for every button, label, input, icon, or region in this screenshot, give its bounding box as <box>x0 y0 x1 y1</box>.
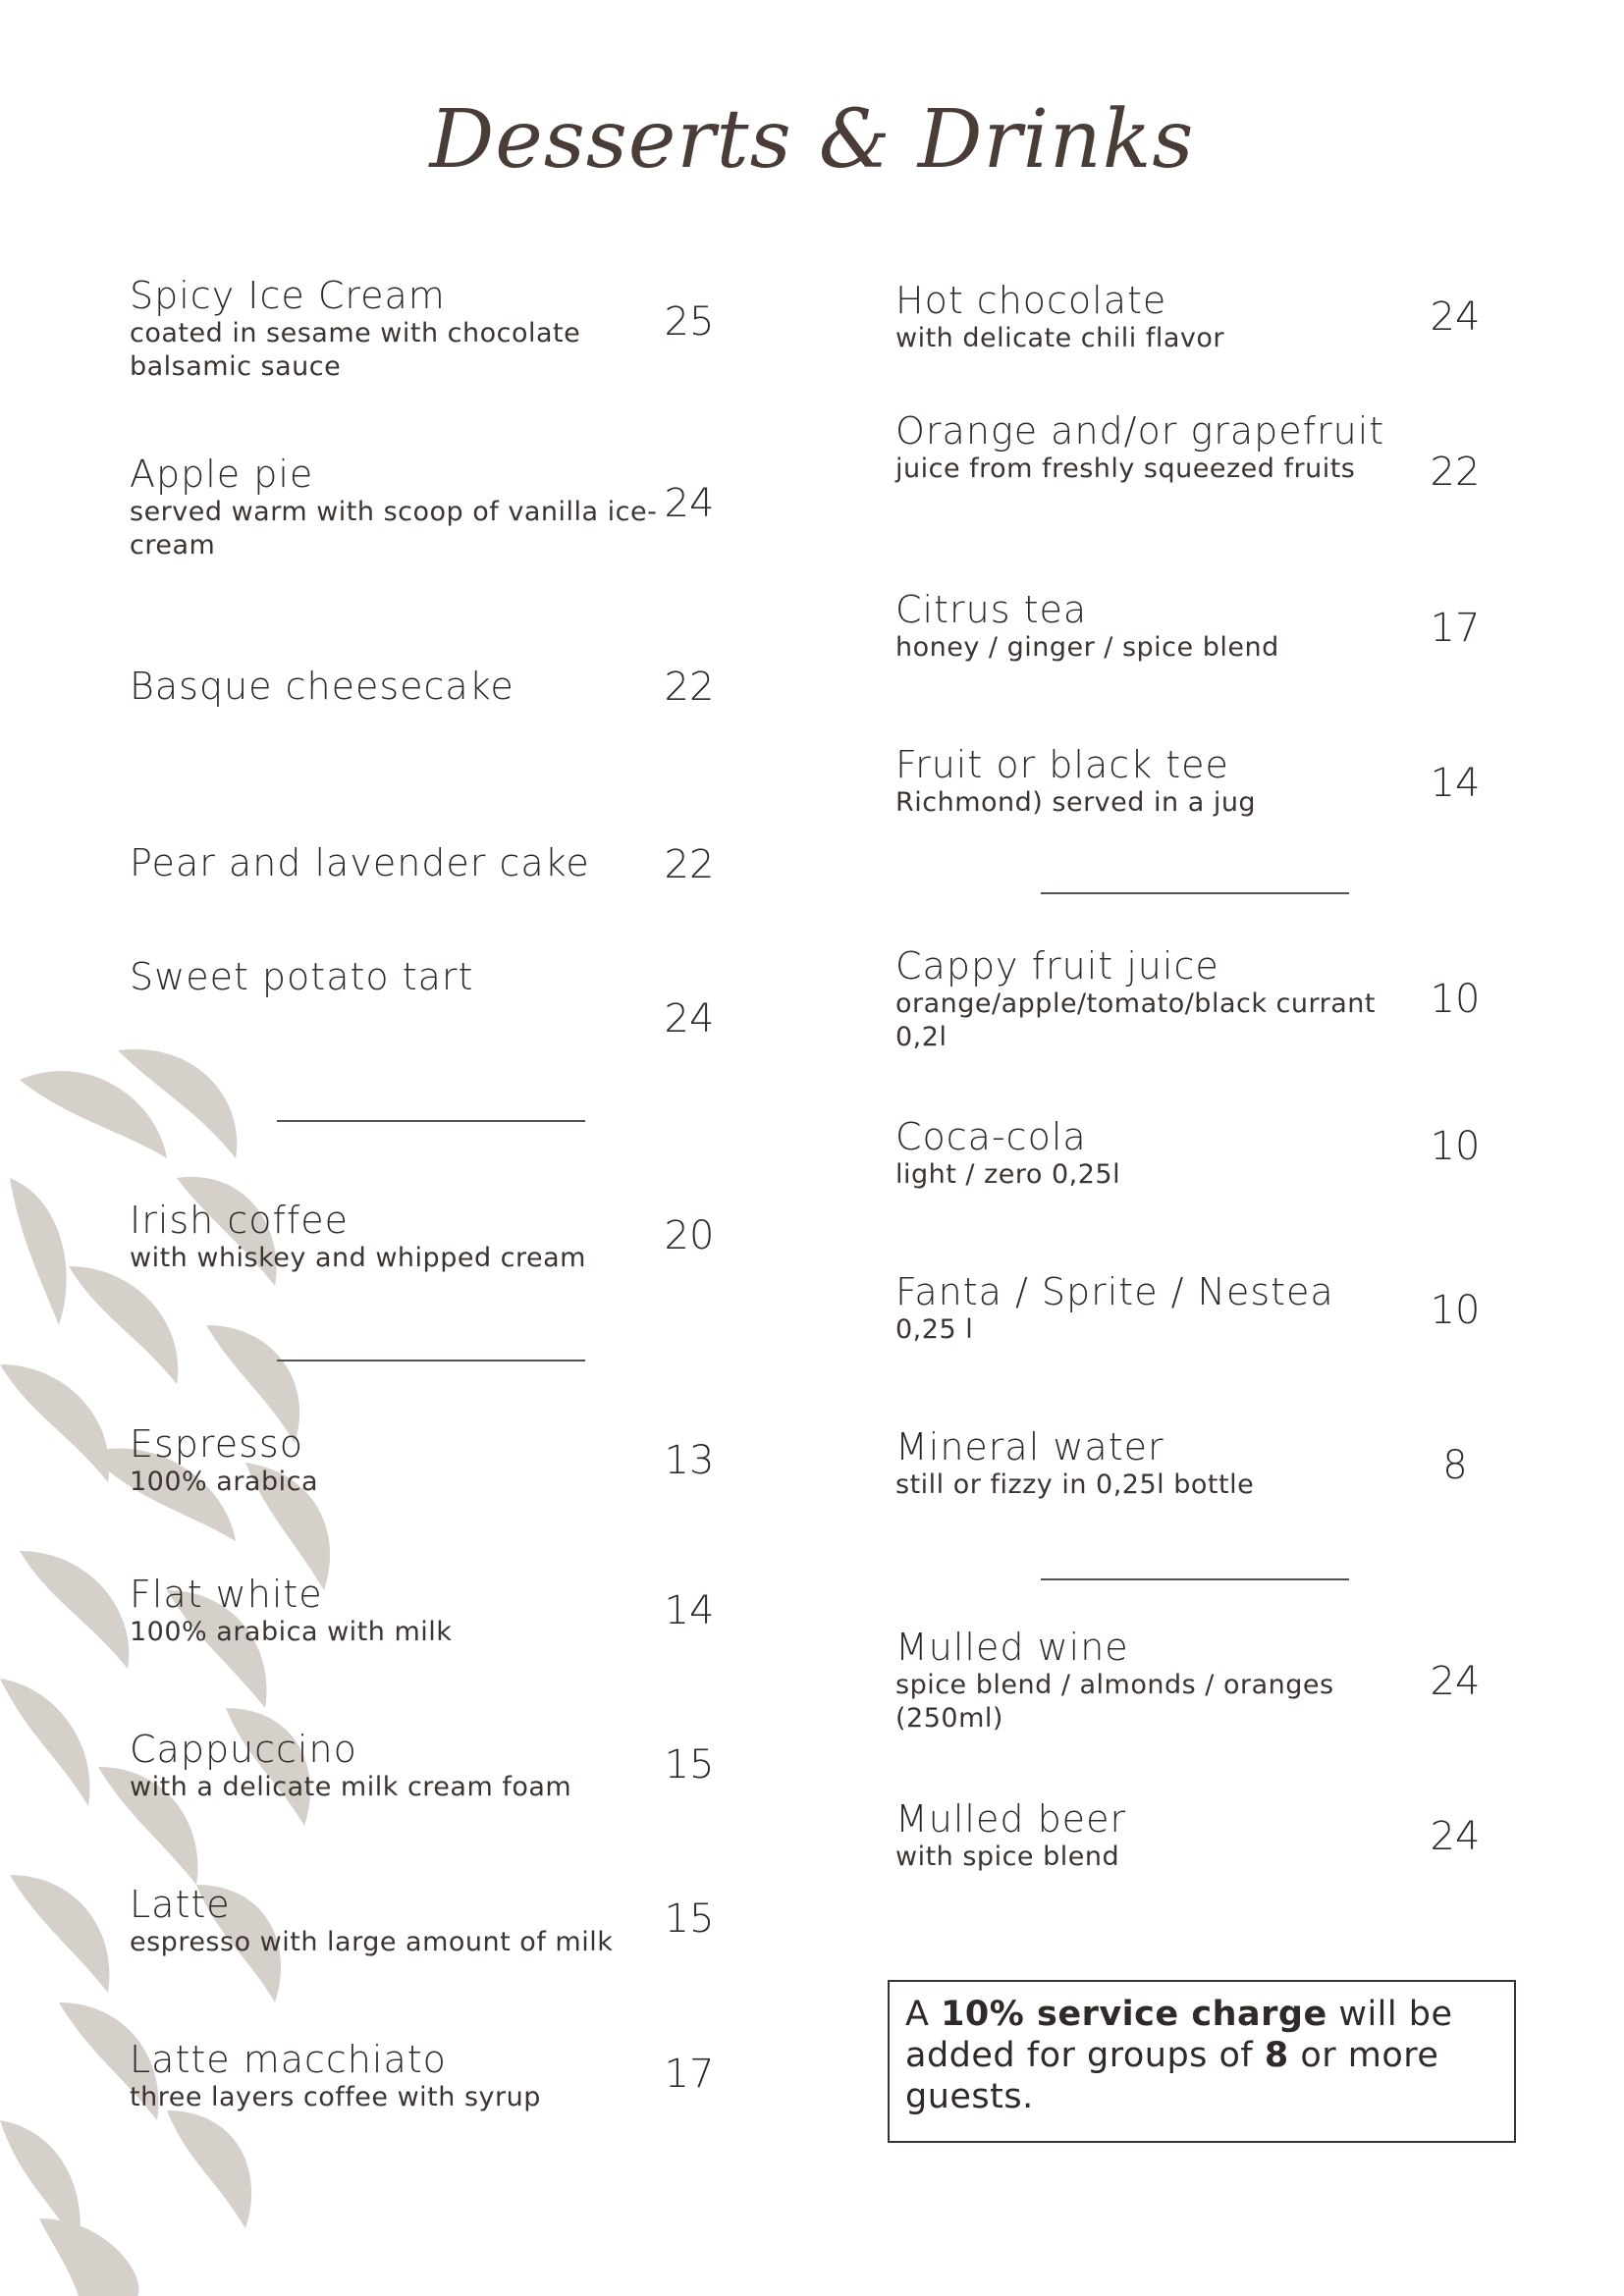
menu-item <box>130 1729 660 1804</box>
menu-item <box>895 945 1406 1054</box>
section-divider <box>1041 892 1349 894</box>
item-name: Fruit or black tee <box>895 743 1229 786</box>
item-description: 0,25 l <box>895 1314 974 1345</box>
menu-item <box>130 2039 660 2114</box>
item-name: Latte macchiato <box>130 2038 447 2081</box>
section-divider <box>277 1120 585 1122</box>
menu-item <box>895 410 1406 486</box>
item-price: 10 <box>1430 977 1481 1022</box>
item-price: 14 <box>664 1588 715 1633</box>
item-name: Mulled wine <box>895 1626 1129 1669</box>
item-name: Cappuccino <box>130 1728 357 1771</box>
item-price: 24 <box>664 996 715 1041</box>
item-description: light / zero 0,25l <box>895 1159 1121 1190</box>
notice-bold-count: 8 <box>1264 2036 1289 2075</box>
menu-item <box>895 1271 1406 1347</box>
item-description: coated in sesame with chocolate balsamic sauce <box>130 318 581 382</box>
item-description: juice from freshly squeezed fruits <box>895 454 1356 484</box>
menu-item <box>130 1200 660 1275</box>
item-price: 15 <box>664 1896 715 1942</box>
item-price: 8 <box>1442 1443 1468 1488</box>
item-description: 100% arabica with milk <box>130 1617 453 1647</box>
section-divider <box>1041 1578 1349 1580</box>
item-price: 15 <box>664 1742 715 1788</box>
item-description: 100% arabica <box>130 1467 318 1497</box>
item-description: espresso with large amount of milk <box>130 1927 614 1957</box>
menu-item <box>895 1116 1406 1192</box>
item-description: still or fizzy in 0,25l bottle <box>895 1469 1255 1500</box>
menu-item <box>130 275 660 384</box>
menu-item <box>130 1884 660 1959</box>
item-description: with a delicate milk cream foam <box>130 1772 572 1802</box>
menu-item <box>130 1423 660 1499</box>
item-name: Flat white <box>130 1573 323 1616</box>
menu-item <box>130 956 660 998</box>
item-price: 10 <box>1430 1124 1481 1169</box>
item-price: 22 <box>664 842 715 887</box>
notice-bold-charge: 10% service charge <box>941 1995 1327 2034</box>
item-price: 22 <box>664 665 715 710</box>
item-price: 20 <box>664 1213 715 1258</box>
item-price: 24 <box>1430 1659 1481 1704</box>
item-description: with spice blend <box>895 1842 1120 1872</box>
item-price: 24 <box>1430 1814 1481 1859</box>
section-divider <box>277 1360 585 1362</box>
item-description: orange/apple/tomato/black currant 0,2l <box>895 988 1376 1052</box>
item-name: Pear and lavender cake <box>130 841 590 884</box>
item-name: Basque cheesecake <box>130 665 514 708</box>
menu-item <box>895 744 1406 820</box>
item-description: with whiskey and whipped cream <box>130 1243 586 1273</box>
menu-item <box>130 1574 660 1649</box>
item-name: Espresso <box>130 1422 303 1466</box>
item-description: honey / ginger / spice blend <box>895 632 1279 663</box>
item-price: 17 <box>1430 606 1481 651</box>
item-name: Cappy fruit juice <box>895 944 1219 988</box>
item-price: 17 <box>664 2052 715 2097</box>
item-price: 24 <box>1430 294 1481 340</box>
menu-item <box>895 280 1406 355</box>
item-name: Irish coffee <box>130 1199 350 1242</box>
menu-item <box>895 1627 1406 1735</box>
item-description: three layers coffee with syrup <box>130 2082 541 2112</box>
item-name: Sweet potato tart <box>130 955 474 998</box>
item-name: Fanta / Sprite / Nestea <box>895 1270 1334 1313</box>
item-name: Spicy Ice Cream <box>130 274 446 317</box>
menu-item <box>130 666 660 708</box>
item-price: 24 <box>664 481 715 526</box>
menu-item <box>895 1798 1406 1874</box>
item-price: 22 <box>1430 450 1481 495</box>
item-name: Apple pie <box>130 453 314 496</box>
item-description: with delicate chili flavor <box>895 323 1224 353</box>
item-name: Orange and/or grapefruit <box>895 409 1385 453</box>
item-name: Coca-cola <box>895 1115 1087 1158</box>
menu-item <box>130 842 660 884</box>
item-price: 25 <box>664 299 715 345</box>
menu-item <box>895 589 1406 665</box>
item-description: served warm with scoop of vanilla ice-cream <box>130 497 658 561</box>
item-name: Mineral water <box>895 1425 1164 1468</box>
item-description: spice blend / almonds / oranges (250ml) <box>895 1670 1334 1734</box>
menu-item <box>130 454 660 562</box>
item-name: Hot chocolate <box>895 279 1167 322</box>
item-name: Latte <box>130 1883 231 1926</box>
page-title: Desserts & Drinks <box>429 93 1195 187</box>
item-name: Citrus tea <box>895 588 1088 631</box>
item-price: 14 <box>1430 761 1481 806</box>
menu-item <box>895 1426 1406 1502</box>
item-price: 13 <box>664 1438 715 1483</box>
item-name: Mulled beer <box>895 1797 1127 1841</box>
service-charge-notice: A 10% service charge will be added for groups of 8 or more guests. <box>888 1980 1516 2143</box>
item-description: Richmond) served in a jug <box>895 787 1257 818</box>
item-price: 10 <box>1430 1288 1481 1333</box>
